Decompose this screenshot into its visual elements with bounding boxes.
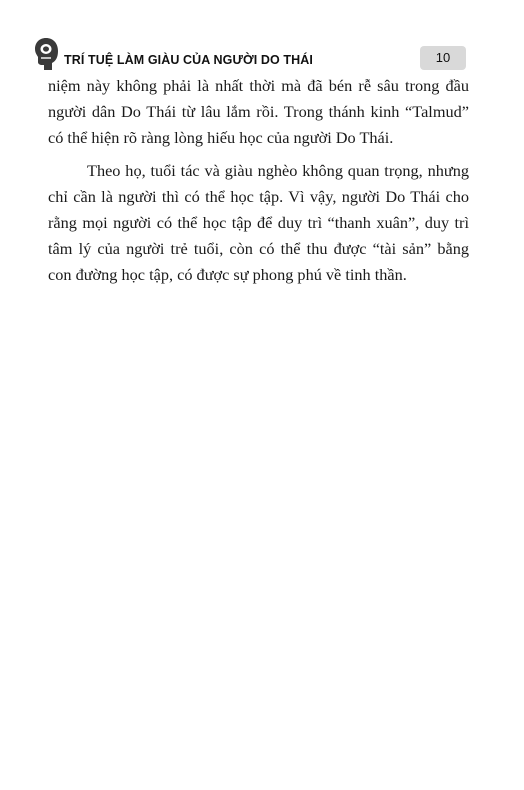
paragraph-continued: niệm này không phải là nhất thời mà đã bén rễ sâu trong đầu người dân Do Thái từ lâu lắm rồi. Trong thánh kinh “Talmud” có thể hiện rõ ràng lòng hiếu học của người Do Thái. — [48, 76, 469, 147]
head-silhouette-icon — [33, 36, 59, 72]
body-text — [48, 73, 469, 287]
paragraph: Theo họ, tuổi tác và giàu nghèo không quan trọng, nhưng chỉ cần là người thì có thể học tập. Vì vậy, người Do Thái cho rằng mọi người có thể học tập để duy trì “thanh xuân”, duy trì tâm lý của người trẻ tuổi, còn có thể thu được “tài sản” bằng con đường học tập, có được sự phong phú về tinh thần. — [48, 161, 469, 284]
page-header — [28, 30, 468, 72]
page-number: 10 — [420, 46, 466, 70]
book-title: TRÍ TUỆ LÀM GIÀU CỦA NGƯỜI DO THÁI — [64, 53, 313, 67]
